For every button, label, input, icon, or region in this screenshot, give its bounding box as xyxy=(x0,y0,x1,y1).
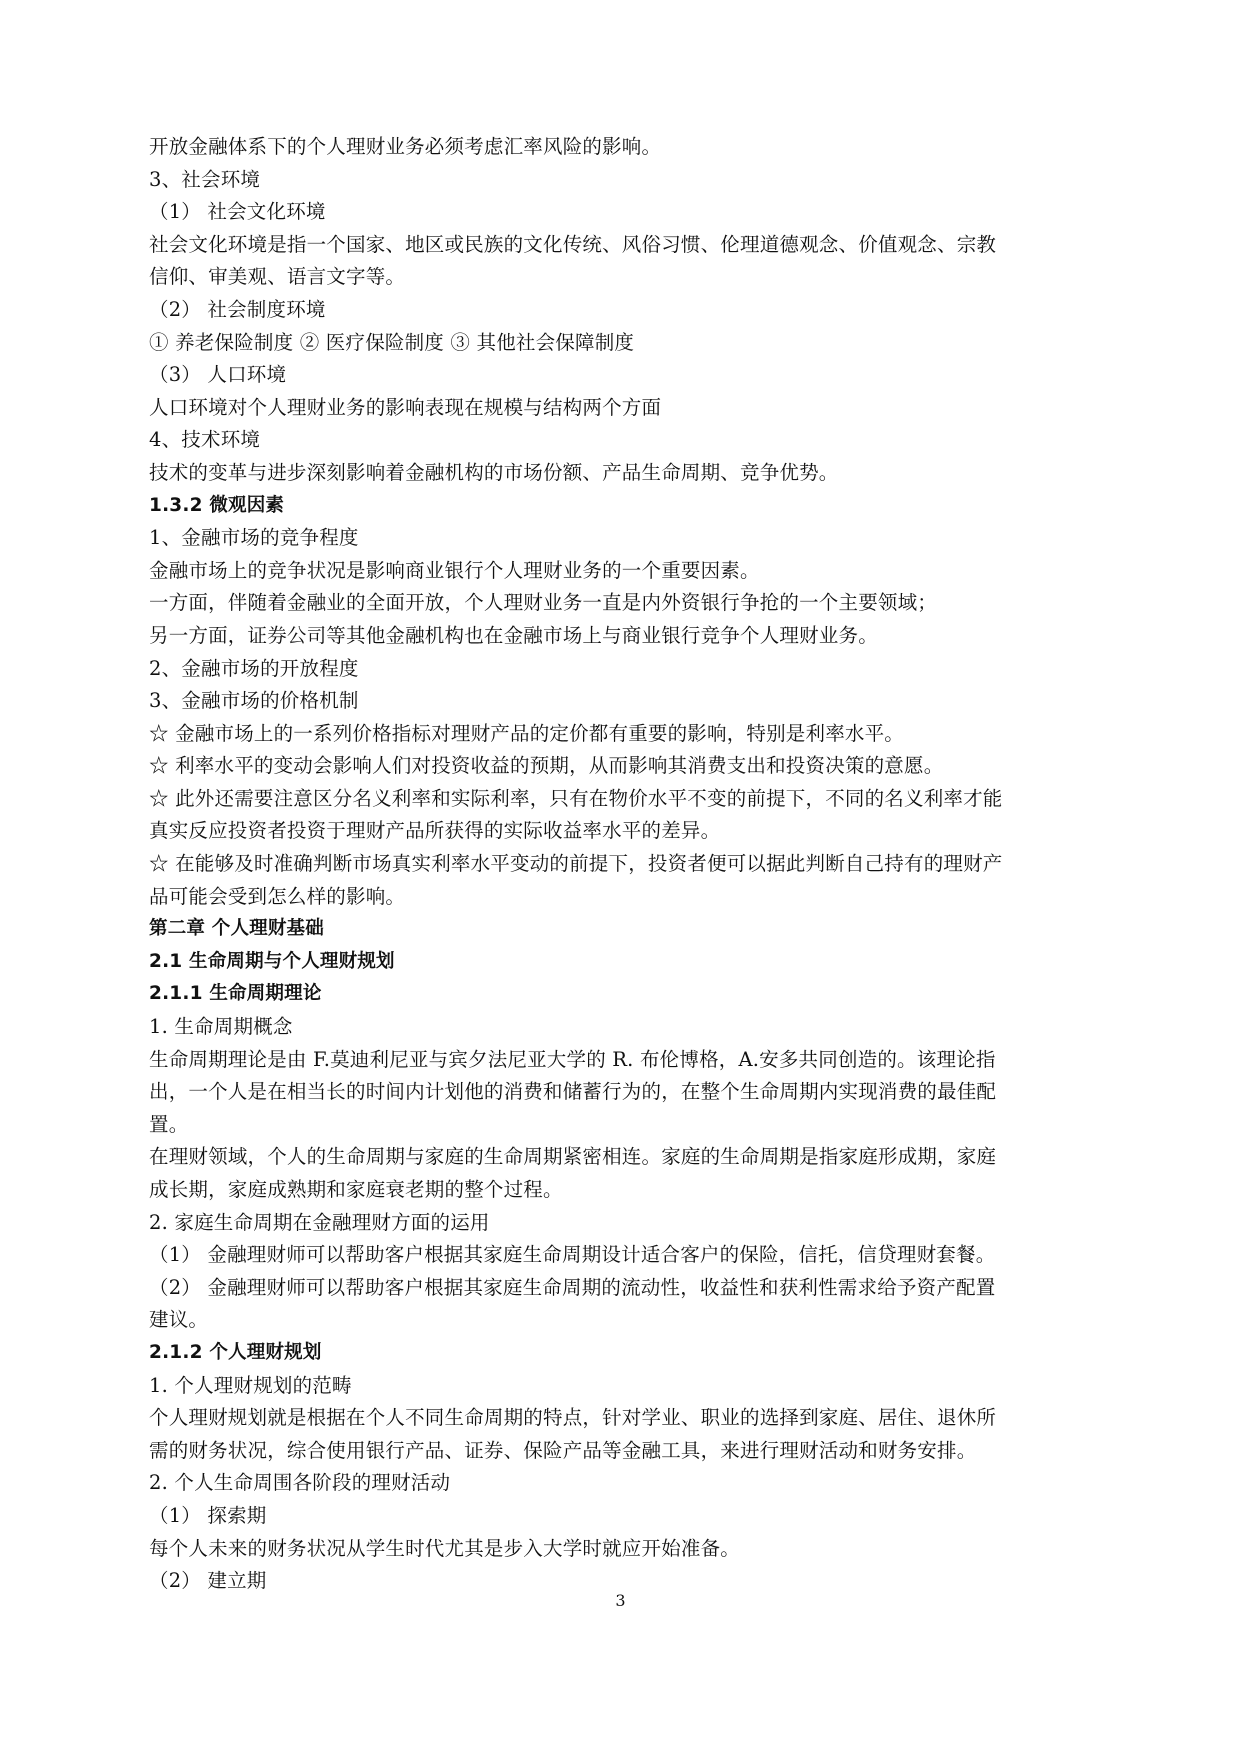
text-line: 1. 生命周期概念 xyxy=(149,1015,293,1039)
section-heading: 第二章 个人理财基础 xyxy=(149,918,324,940)
text-line: 2、金融市场的开放程度 xyxy=(149,656,359,680)
text-line: 建议。 xyxy=(149,1308,209,1332)
text-line: ☆ 利率水平的变动会影响人们对投资收益的预期，从而影响其消费支出和投资决策的意愿。 xyxy=(149,754,944,778)
text-line: 2. 个人生命周围各阶段的理财活动 xyxy=(149,1471,451,1495)
text-line: （1） 金融理财师可以帮助客户根据其家庭生命周期设计适合客户的保险，信托，信贷理财套餐。 xyxy=(149,1243,996,1267)
section-heading: 2.1.1 生命周期理论 xyxy=(149,983,322,1005)
text-line: 4、技术环境 xyxy=(149,428,261,452)
text-line: 置。 xyxy=(149,1112,189,1136)
text-line: （1） 探索期 xyxy=(149,1503,267,1527)
text-line: 需的财务状况，综合使用银行产品、证券、保险产品等金融工具，来进行理财活动和财务安排。 xyxy=(149,1438,977,1462)
text-line: 品可能会受到怎么样的影响。 xyxy=(149,884,406,908)
text-line: （2） 社会制度环境 xyxy=(149,297,326,321)
text-line: 金融市场上的竞争状况是影响商业银行个人理财业务的一个重要因素。 xyxy=(149,558,760,582)
text-line: （1） 社会文化环境 xyxy=(149,200,326,224)
text-line: 信仰、审美观、语言文字等。 xyxy=(149,265,406,289)
text-line: 社会文化环境是指一个国家、地区或民族的文化传统、风俗习惯、伦理道德观念、价值观念、宗教 xyxy=(149,232,997,256)
text-line: 生命周期理论是由 F.莫迪利尼亚与宾夕法尼亚大学的 R. 布伦博格，A.安多共同创造的。该理论指 xyxy=(149,1047,996,1071)
text-line: 出，一个人是在相当长的时间内计划他的消费和储蓄行为的，在整个生命周期内实现消费的最佳配 xyxy=(149,1080,997,1104)
text-line: 1. 个人理财规划的范畴 xyxy=(149,1373,352,1397)
text-line: 3、社会环境 xyxy=(149,167,261,191)
text-line: ① 养老保险制度 ② 医疗保险制度 ③ 其他社会保障制度 xyxy=(149,330,635,354)
section-heading: 2.1.2 个人理财规划 xyxy=(149,1341,322,1363)
text-line: （3） 人口环境 xyxy=(149,363,287,387)
section-heading: 1.3.2 微观因素 xyxy=(149,494,285,516)
text-line: 成长期，家庭成熟期和家庭衰老期的整个过程。 xyxy=(149,1178,563,1201)
text-line: 1、金融市场的竞争程度 xyxy=(149,526,359,550)
page-body xyxy=(149,131,1099,1598)
text-line: 一方面，伴随着金融业的全面开放，个人理财业务一直是内外资银行争抢的一个主要领域； xyxy=(149,591,938,615)
text-line: 在理财领域，个人的生命周期与家庭的生命周期紧密相连。家庭的生命周期是指家庭形成期，家庭 xyxy=(149,1145,997,1169)
text-line: （2） 金融理财师可以帮助客户根据其家庭生命周期的流动性，收益性和获利性需求给予资产配置 xyxy=(149,1275,996,1299)
text-line: 开放金融体系下的个人理财业务必须考虑汇率风险的影响。 xyxy=(149,135,662,158)
page-number: 3 xyxy=(615,1591,626,1610)
text-line: ☆ 在能够及时准确判断市场真实利率水平变动的前提下，投资者便可以据此判断自己持有的理财产 xyxy=(149,852,1003,876)
text-line: 人口环境对个人理财业务的影响表现在规模与结构两个方面 xyxy=(149,395,662,419)
text-line: 3、金融市场的价格机制 xyxy=(149,689,359,713)
text-line: 技术的变革与进步深刻影响着金融机构的市场份额、产品生命周期、竞争优势。 xyxy=(149,460,839,484)
text-line: 每个人未来的财务状况从学生时代尤其是步入大学时就应开始准备。 xyxy=(149,1536,741,1560)
text-line: 个人理财规划就是根据在个人不同生命周期的特点，针对学业、职业的选择到家庭、居住、退休所 xyxy=(149,1406,997,1430)
section-heading: 2.1 生命周期与个人理财规划 xyxy=(149,950,395,972)
text-line: ☆ 此外还需要注意区分名义利率和实际利率，只有在物价水平不变的前提下，不同的名义利率才能 xyxy=(149,786,1003,810)
text-line: 2. 家庭生命周期在金融理财方面的运用 xyxy=(149,1210,490,1234)
text-line: ☆ 金融市场上的一系列价格指标对理财产品的定价都有重要的影响，特别是利率水平。 xyxy=(149,721,904,745)
text-line: 另一方面，证券公司等其他金融机构也在金融市场上与商业银行竞争个人理财业务。 xyxy=(149,623,878,647)
text-line: 真实反应投资者投资于理财产品所获得的实际收益率水平的差异。 xyxy=(149,819,721,843)
text-line: （2） 建立期 xyxy=(149,1569,267,1593)
